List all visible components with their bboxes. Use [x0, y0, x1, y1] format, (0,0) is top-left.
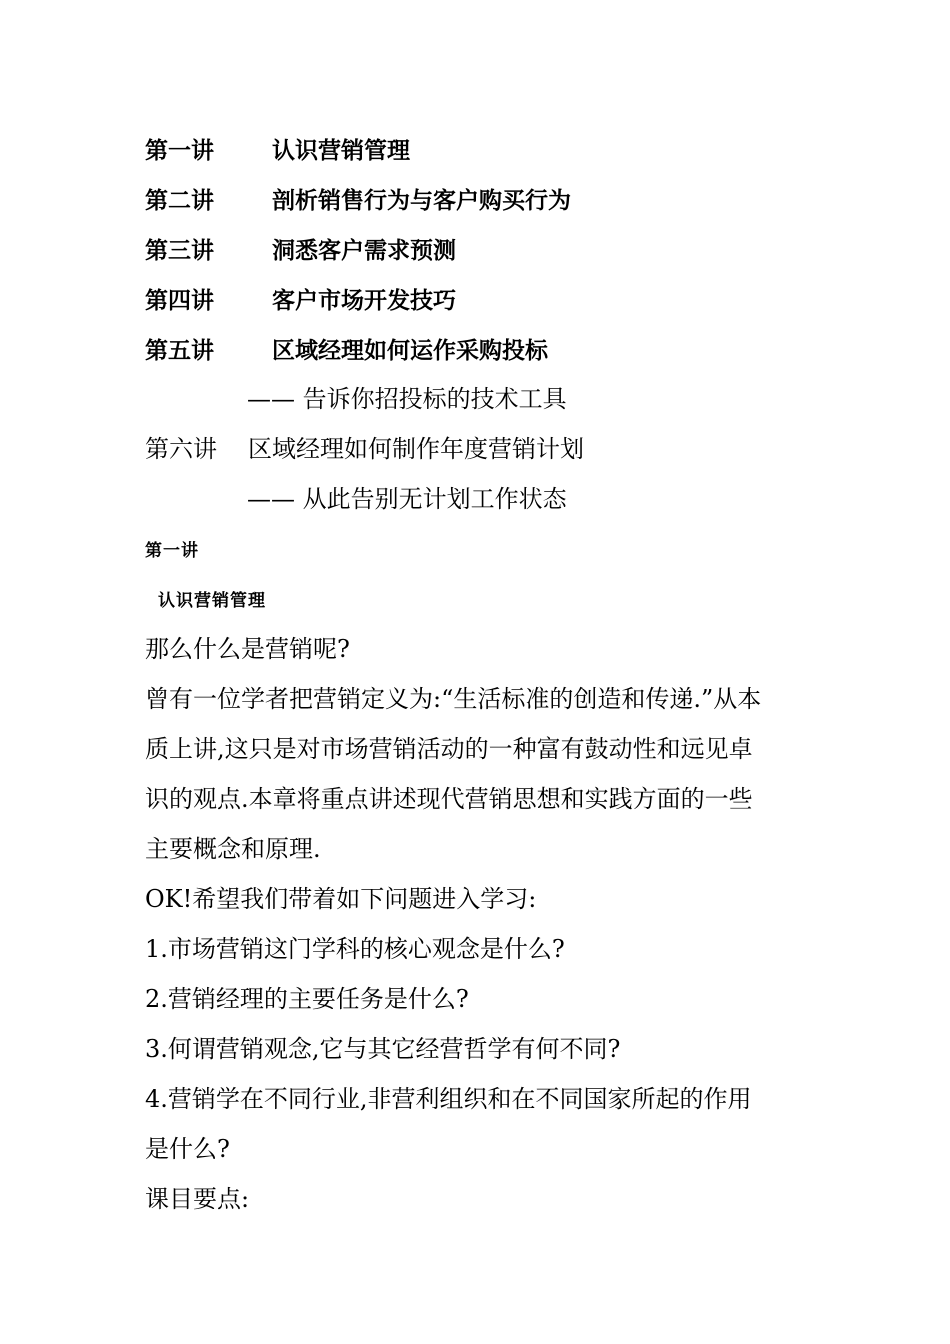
toc-item-4 [145, 286, 456, 316]
question-item-4-continued: 是什么? [145, 1135, 230, 1163]
toc-item-5-title: 区域经理如何运作采购投标 [272, 338, 548, 364]
toc-item-5-subtitle: —— 告诉你招投标的技术工具 [247, 385, 567, 413]
question-item-2: 2.营销经理的主要任务是什么? [145, 985, 469, 1013]
toc-item-1-number: 第一讲 [145, 138, 214, 164]
toc-item-5-number: 第五讲 [145, 338, 214, 364]
toc-item-2-title: 剖析销售行为与客户购买行为 [272, 188, 571, 214]
question-item-1: 1.市场营销这门学科的核心观念是什么? [145, 935, 565, 963]
body-paragraph-line: 识的观点.本章将重点讲述现代营销思想和实践方面的一些 [145, 785, 753, 813]
body-paragraph-line: 曾有一位学者把营销定义为:“生活标准的创造和传递.”从本 [145, 685, 762, 713]
toc-item-3-title: 洞悉客户需求预测 [272, 238, 456, 264]
toc-item-6-subtitle: —— 从此告别无计划工作状态 [247, 485, 567, 513]
toc-item-1-title: 认识营销管理 [272, 138, 410, 164]
toc-item-3 [145, 236, 456, 266]
key-points-heading: 课目要点: [145, 1185, 250, 1213]
toc-item-2 [145, 186, 571, 216]
toc-item-2-number: 第二讲 [145, 188, 214, 214]
toc-item-6-number: 第六讲 [145, 435, 217, 463]
section-lecture-label: 第一讲 [145, 541, 199, 561]
toc-item-6 [145, 434, 584, 464]
body-paragraph-line: 质上讲,这只是对市场营销活动的一种富有鼓动性和远见卓 [145, 735, 753, 763]
toc-item-3-number: 第三讲 [145, 238, 214, 264]
toc-item-5 [145, 336, 548, 366]
body-paragraph-line: OK!希望我们带着如下问题进入学习: [145, 885, 537, 913]
section-title: 认识营销管理 [158, 591, 266, 611]
toc-item-6-title: 区域经理如何制作年度营销计划 [248, 435, 584, 463]
toc-item-4-title: 客户市场开发技巧 [272, 288, 456, 314]
question-item-3: 3.何谓营销观念,它与其它经营哲学有何不同? [145, 1035, 621, 1063]
body-paragraph-line: 那么什么是营销呢? [145, 635, 350, 663]
toc-item-4-number: 第四讲 [145, 288, 214, 314]
question-item-4: 4.营销学在不同行业,非营利组织和在不同国家所起的作用 [145, 1085, 752, 1113]
toc-item-1 [145, 136, 410, 166]
body-paragraph-line: 主要概念和原理. [145, 835, 321, 863]
